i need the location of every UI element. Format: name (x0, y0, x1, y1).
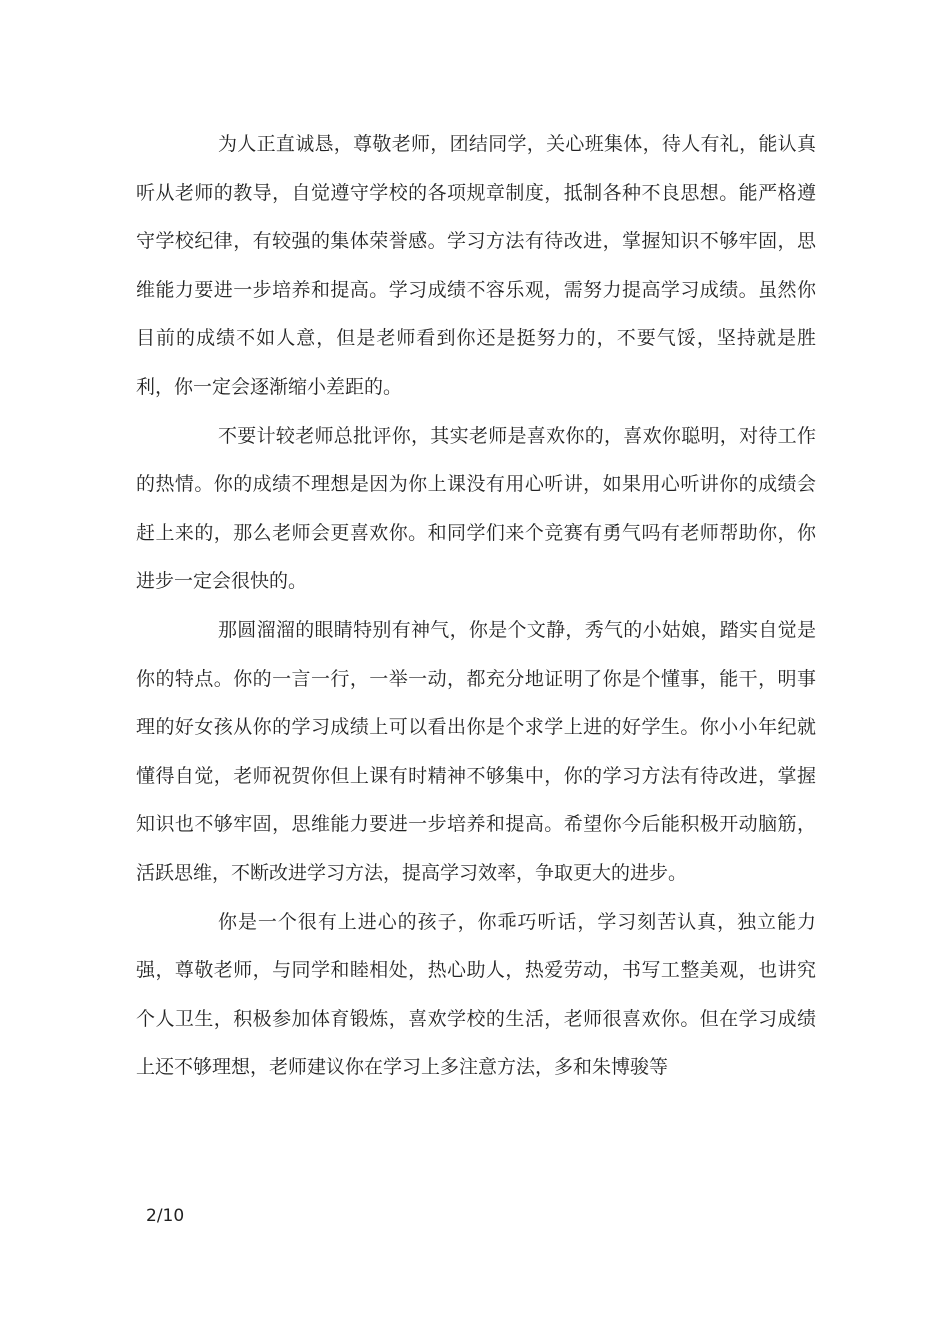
paragraph-3: 那圆溜溜的眼睛特别有神气，你是个文静，秀气的小姑娘，踏实自觉是你的特点。你的一言一行，一举一动，都充分地证明了你是个懂事，能干，明事理的好女孩从你的学习成绩上可以看出你是个求学上进的好学生。你小小年纪就懂得自觉，老师祝贺你但上课有时精神不够集中，你的学习方法有待改进，掌握知识也不够牢固，思维能力要进一步培养和提高。希望你今后能积极开动脑筋，活跃思维，不断改进学习方法，提高学习效率，争取更大的进步。 (136, 618, 816, 884)
paragraph-4: 你是一个很有上进心的孩子，你乖巧听话，学习刻苦认真，独立能力强，尊敬老师，与同学和睦相处，热心助人，热爱劳动，书写工整美观，也讲究个人卫生，积极参加体育锻炼，喜欢学校的生活，老师很喜欢你。但在学习成绩上还不够理想，老师建议你在学习上多注意方法，多和朱博骏等 (136, 910, 816, 1079)
paragraph-1: 为人正直诚恳，尊敬老师，团结同学，关心班集体，待人有礼，能认真听从老师的教导，自觉遵守学校的各项规章制度，抵制各种不良思想。能严格遵守学校纪律，有较强的集体荣誉感。学习方法有待改进，掌握知识不够牢固，思维能力要进一步培养和提高。学习成绩不容乐观，需努力提高学习成绩。虽然你目前的成绩不如人意，但是老师看到你还是挺努力的，不要气馁，坚持就是胜利，你一定会逐渐缩小差距的。 (136, 133, 816, 398)
page-number: 2/10 (146, 1206, 185, 1226)
document-body (136, 120, 816, 1092)
paragraph-2: 不要计较老师总批评你，其实老师是喜欢你的，喜欢你聪明，对待工作的热情。你的成绩不理想是因为你上课没有用心听讲，如果用心听讲你的成绩会赶上来的，那么老师会更喜欢你。和同学们来个竞赛有勇气吗有老师帮助你，你进步一定会很快的。 (136, 424, 816, 593)
